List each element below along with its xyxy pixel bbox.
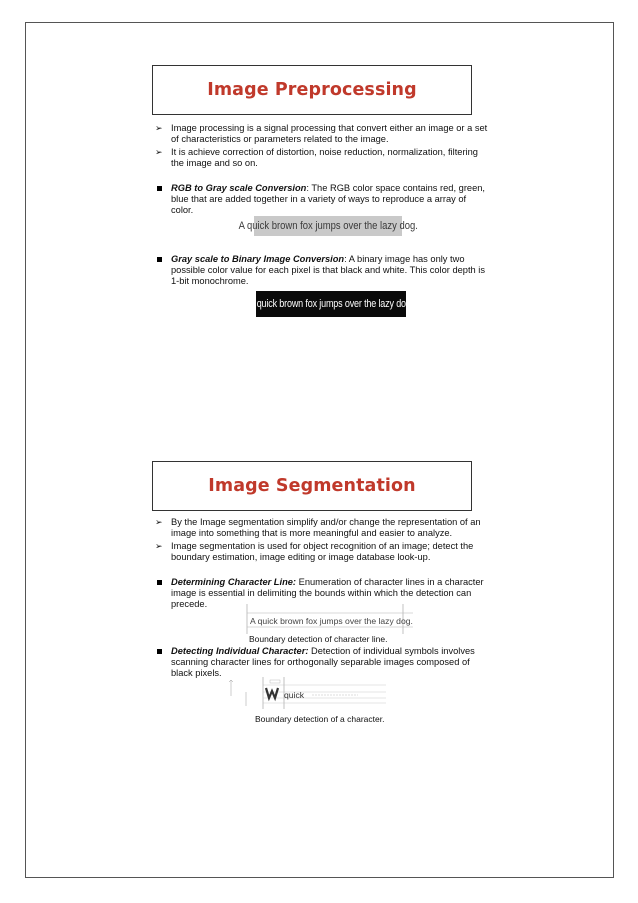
- character-figure: [226, 676, 416, 712]
- square-bullet-icon: [157, 580, 162, 585]
- line-sample-text: A quick brown fox jumps over the lazy dog.: [250, 616, 413, 626]
- character-line-figure: [237, 603, 415, 635]
- height-arrow-icon: [229, 680, 233, 696]
- preprocessing-title-box: [152, 65, 472, 115]
- char-lead: Detecting Individual Character:: [171, 646, 309, 656]
- segmentation-title: Image Segmentation: [208, 476, 416, 496]
- grayscale-sample-text: A quick brown fox jumps over the lazy dog.: [238, 220, 418, 232]
- segmentation-title-box: [152, 461, 472, 511]
- binary-conversion-item: [155, 254, 490, 287]
- segmentation-bullet-2: [155, 541, 490, 563]
- binary-sample-image: [248, 291, 414, 317]
- rgb-text: : The RGB color space contains red, green, blue that are added together in a variety of ways to reproduce a array of color.: [171, 183, 486, 215]
- grayscale-sample-image: [238, 216, 418, 236]
- bullet-text: It is achieve correction of distortion, noise reduction, normalization, filtering the image and so on.: [171, 147, 478, 168]
- bullet-text: By the Image segmentation simplify and/or change the representation of an image into something that is more meaningful and easier to analyze.: [171, 517, 481, 538]
- arrow-bullet-icon: ➢: [155, 541, 163, 551]
- square-bullet-icon: [157, 649, 162, 654]
- rgb-conversion-item: [155, 183, 490, 216]
- large-a-glyph: [266, 688, 278, 698]
- char-sample-text: quick: [284, 690, 305, 700]
- bullet-text: Image segmentation is used for object recognition of an image; detect the boundary estimation, image editing or image database look-up.: [171, 541, 474, 562]
- binary-sample-text: A quick brown fox jumps over the lazy dog.: [248, 298, 414, 310]
- segmentation-bullet-1: [155, 517, 490, 539]
- preprocessing-bullet-2: [155, 147, 490, 169]
- char-caption: Boundary detection of a character.: [255, 714, 385, 724]
- char-text: Detection of individual symbols involves scanning character lines for orthogonally separable images composed of black pixels.: [171, 646, 475, 678]
- bullet-text: Image processing is a signal processing that convert either an image or a set of characteristics or parameters related to the image.: [171, 123, 488, 144]
- arrow-bullet-icon: ➢: [155, 147, 163, 157]
- individual-character-item: [155, 646, 490, 679]
- preprocessing-bullet-1: [155, 123, 490, 145]
- binary-lead: Gray scale to Binary Image Conversion: [171, 254, 345, 264]
- line-lead: Determining Character Line:: [171, 577, 297, 587]
- line-text: Enumeration of character lines in a character image is essential in delimiting the bounds within which the detection can precede.: [171, 577, 484, 609]
- arrow-bullet-icon: ➢: [155, 123, 163, 133]
- square-bullet-icon: [157, 257, 162, 262]
- square-bullet-icon: [157, 186, 162, 191]
- arrow-bullet-icon: ➢: [155, 517, 163, 527]
- char-label-box: [270, 680, 280, 683]
- rgb-lead: RGB to Gray scale Conversion: [171, 183, 307, 193]
- binary-text: : A binary image has only two possible color value for each pixel is that black and white. This color depth is 1-bit monochrome.: [171, 254, 486, 286]
- line-caption: Boundary detection of character line.: [249, 634, 388, 644]
- preprocessing-title: Image Preprocessing: [207, 80, 417, 100]
